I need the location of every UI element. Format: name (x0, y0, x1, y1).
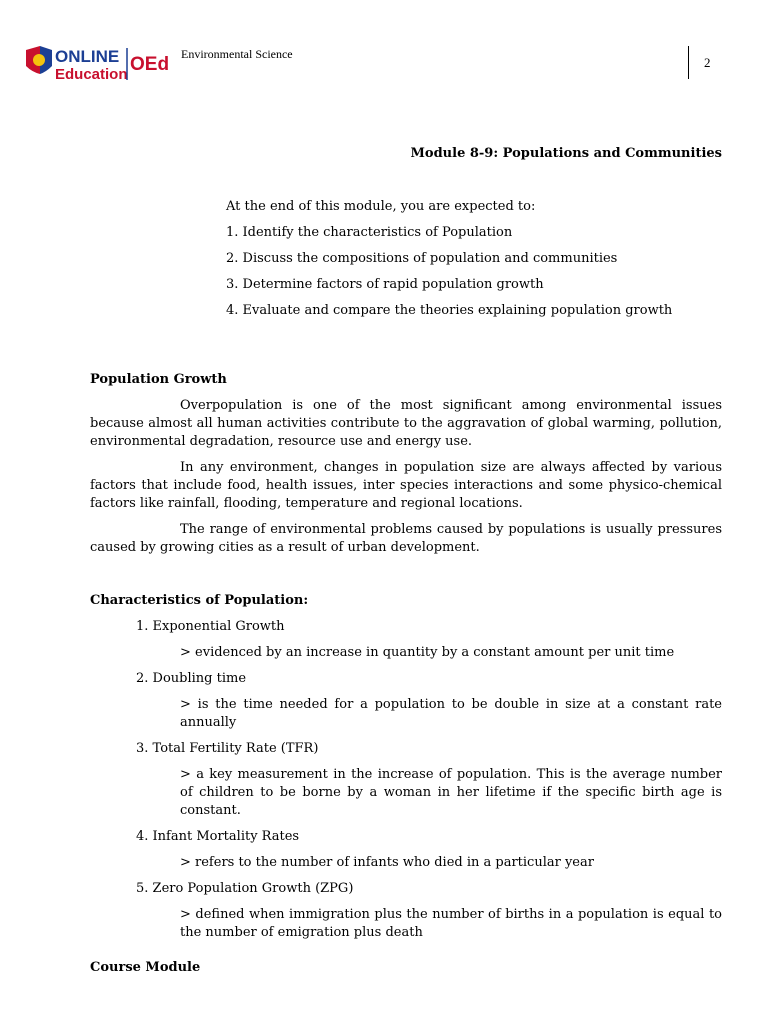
characteristic-title: 4. Infant Mortality Rates (136, 829, 300, 844)
paragraph: Overpopulation is one of the most significant among environmental issues because almost all human activities contribute to the aggravation of global warming, pollution, environmental degradation, resource use and energy use. (90, 398, 722, 449)
logo-abbrev: OEd (130, 54, 170, 75)
characteristic-title: 2. Doubling time (136, 671, 247, 686)
characteristic-title: 5. Zero Population Growth (ZPG) (136, 881, 354, 896)
characteristic-description: > refers to the number of infants who died in a particular year (180, 855, 594, 870)
objective-item: 3. Determine factors of rapid population growth (226, 277, 544, 292)
objective-item: 2. Discuss the compositions of population and communities (226, 251, 618, 266)
population-growth-heading: Population Growth (90, 372, 227, 387)
objective-item: 1. Identify the characteristics of Population (226, 225, 513, 240)
population-growth-section (90, 371, 722, 557)
characteristic-title: 1. Exponential Growth (136, 619, 285, 634)
objectives-intro: At the end of this module, you are expected to: (226, 199, 536, 214)
course-title: Environmental Science (181, 47, 293, 61)
header-divider (688, 46, 689, 79)
module-title: Module 8-9: Populations and Communities (410, 146, 722, 161)
characteristic-description: > a key measurement in the increase of population. This is the average number of children to be borne by a woman in her lifetime if the specific birth age is constant. (180, 767, 722, 818)
online-education-logo (24, 44, 174, 84)
footer-course-module: Course Module (90, 960, 201, 975)
logo-text-top: ONLINE (55, 47, 120, 66)
characteristic-description: > is the time needed for a population to be double in size at a constant rate annually (180, 697, 722, 730)
learning-objectives (226, 198, 726, 328)
characteristic-description: > defined when immigration plus the number of births in a population is equal to the number of emigration plus death (180, 907, 722, 940)
paragraph: In any environment, changes in population size are always affected by various factors that include food, health issues, inter species interactions and some physico-chemical factors like rainfall, flooding, temperature and regional locations. (90, 460, 722, 511)
characteristic-description: > evidenced by an increase in quantity by a constant amount per unit time (180, 645, 675, 660)
characteristics-section (90, 592, 722, 942)
characteristics-heading: Characteristics of Population: (90, 593, 309, 608)
paragraph: The range of environmental problems caused by populations is usually pressures caused by growing cities as a result of urban development. (90, 522, 722, 555)
logo-text-bottom: Education (55, 66, 128, 83)
objective-item: 4. Evaluate and compare the theories explaining population growth (226, 303, 673, 318)
page-number: 2 (704, 55, 711, 70)
characteristic-title: 3. Total Fertility Rate (TFR) (136, 741, 319, 756)
